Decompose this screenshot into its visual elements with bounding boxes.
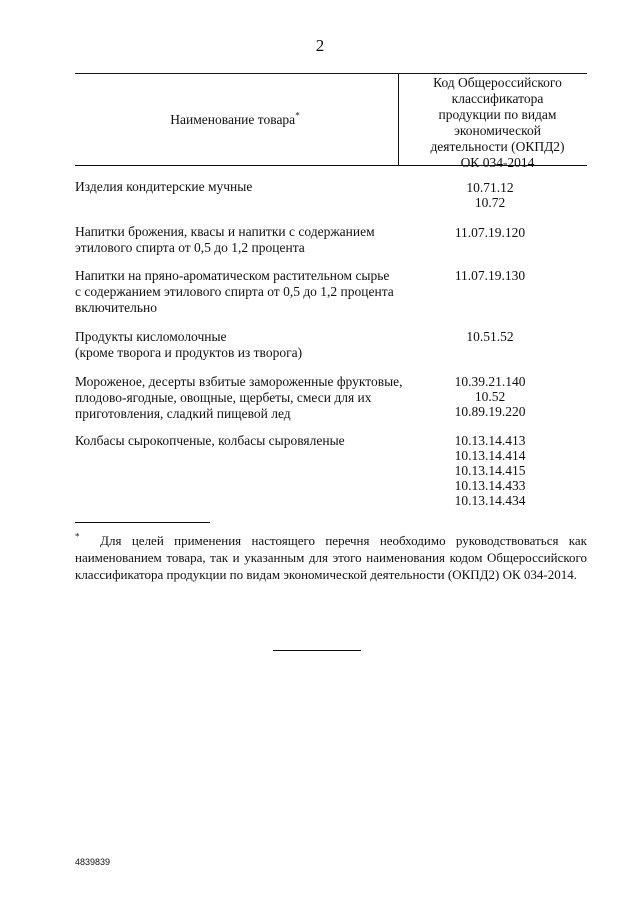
- footnote-text: Для целей применения настоящего перечня необходимо руководствоваться как наименованием товара, так и указанным для этого наименования кодом Общероссийского классификатора продукции по видам экономической деятельности (ОКПД2) ОК 034-2014.: [75, 533, 588, 582]
- footnote: [75, 532, 587, 583]
- footnote-marker: *: [75, 531, 80, 542]
- table-row-codes: [405, 268, 575, 283]
- document-id: 4839839: [75, 857, 111, 867]
- page-number: 2: [315, 36, 325, 55]
- row-code: 10.13.14.413: [454, 433, 526, 448]
- row-name-line: включительно: [75, 300, 158, 315]
- header-code-line: деятельности (ОКПД2): [430, 139, 565, 154]
- table-row-codes: [405, 225, 575, 240]
- header-code-line: экономической: [454, 123, 541, 138]
- row-code: 10.13.14.415: [454, 463, 526, 478]
- row-name-line: Мороженое, десерты взбитые замороженные фруктовые,: [75, 374, 403, 389]
- header-code-line: классификатора: [451, 91, 544, 106]
- row-code: 10.72: [474, 195, 506, 210]
- row-code: 10.13.14.433: [454, 478, 526, 493]
- table-header-code: [405, 75, 590, 171]
- table-row-codes: [405, 374, 575, 419]
- row-name-line: Изделия кондитерские мучные: [75, 179, 253, 194]
- row-code: 10.52: [474, 389, 506, 404]
- table-row-codes: [405, 433, 575, 508]
- row-name-line: приготовления, сладкий пищевой лед: [75, 406, 291, 421]
- end-rule: [273, 650, 361, 651]
- table-column-divider: [398, 73, 399, 165]
- footnote-separator: [75, 522, 210, 523]
- row-code: 10.13.14.434: [454, 493, 526, 508]
- footnote-ref-marker: *: [295, 110, 300, 121]
- table-header-name: [75, 112, 395, 128]
- row-code: 11.07.19.130: [454, 268, 526, 283]
- table-row-name: [75, 224, 405, 256]
- header-code-line: продукции по видам: [438, 107, 557, 122]
- table-row-name: [75, 433, 405, 449]
- row-name-line: с содержанием этилового спирта от 0,5 до 1,2 процента: [75, 284, 394, 299]
- table-row-name: [75, 329, 405, 361]
- row-name-line: этилового спирта от 0,5 до 1,2 процента: [75, 240, 305, 255]
- row-name-line: плодово-ягодные, овощные, щербеты, смеси для их: [75, 390, 372, 405]
- table-top-rule: [75, 73, 587, 74]
- row-code: 10.51.52: [466, 329, 514, 344]
- table-row-name: [75, 268, 405, 316]
- header-code-line: ОК 034-2014: [460, 155, 535, 170]
- row-name-line: Напитки брожения, квасы и напитки с содержанием: [75, 224, 375, 239]
- row-name-line: Напитки на пряно-ароматическом растительном сырье: [75, 268, 390, 283]
- row-name-line: Продукты кисломолочные: [75, 329, 227, 344]
- row-code: 10.89.19.220: [454, 404, 526, 419]
- row-code: 10.13.14.414: [454, 448, 526, 463]
- table-row-name: [75, 374, 405, 422]
- row-name-line: Колбасы сырокопченые, колбасы сыровяленые: [75, 433, 345, 448]
- row-code: 11.07.19.120: [454, 225, 526, 240]
- row-name-line: (кроме творога и продуктов из творога): [75, 345, 303, 360]
- header-code-line: Код Общероссийского: [433, 75, 562, 90]
- table-row-codes: [405, 329, 575, 344]
- table-row-name: [75, 179, 405, 195]
- row-code: 10.71.12: [466, 180, 514, 195]
- table-row-codes: [405, 180, 575, 210]
- row-code: 10.39.21.140: [454, 374, 526, 389]
- table-header-name-label: Наименование товара: [170, 112, 296, 127]
